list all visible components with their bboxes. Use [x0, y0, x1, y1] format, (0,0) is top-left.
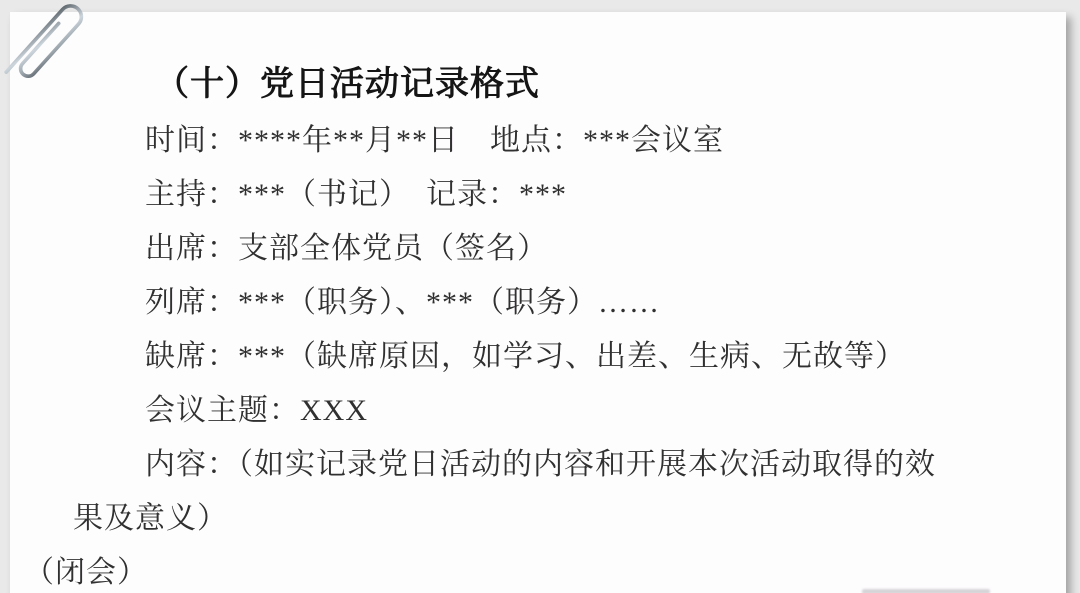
document-line: 主持：***（书记） 记录：*** — [145, 178, 567, 211]
document-line: 内容：（如实记录党日活动的内容和开展本次活动取得的效 — [145, 448, 936, 481]
document-line: （闭会） — [24, 556, 148, 589]
document-line: 会议主题：XXX — [145, 394, 368, 427]
document-title: （十）党日活动记录格式 — [155, 65, 540, 103]
document-line: 出席：支部全体党员（签名） — [145, 232, 548, 265]
document-line: 列席：***（职务）、***（职务）…… — [145, 286, 660, 319]
document-line: 缺席：***（缺席原因，如学习、出差、生病、无故等） — [145, 340, 906, 373]
document-line: 果及意义） — [73, 502, 228, 535]
document-line: 时间：****年**月**日 地点：***会议室 — [145, 124, 724, 157]
document-body — [10, 114, 1066, 593]
cutoff-bottom-element — [862, 589, 990, 593]
paper-card — [10, 12, 1066, 593]
